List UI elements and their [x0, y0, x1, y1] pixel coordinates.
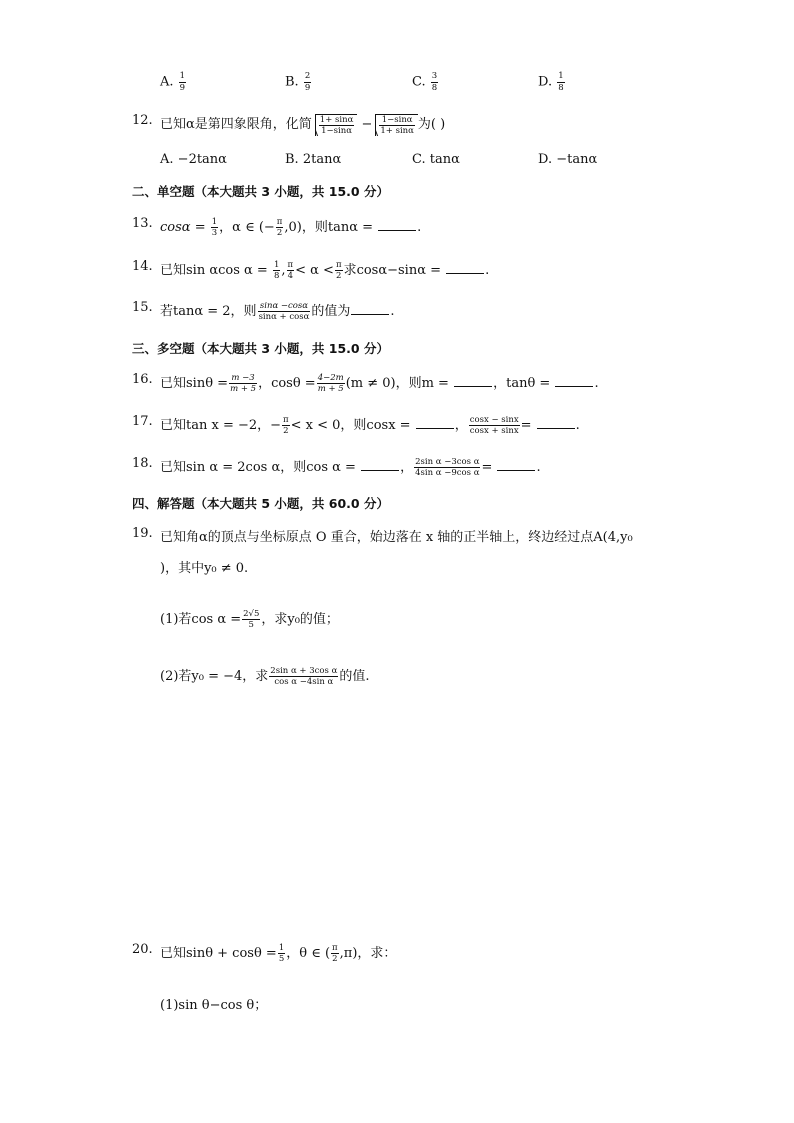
answer-blank-cos[interactable]: [416, 417, 454, 429]
stem-text: ，cosθ =: [258, 376, 316, 391]
stem-text: .: [485, 263, 490, 278]
stem-text: < α <: [295, 263, 334, 278]
sub-text: ，求y₀的值；: [261, 612, 339, 627]
question-stem: [160, 414, 580, 436]
fraction: [414, 458, 480, 478]
sqrt-radical: [375, 114, 418, 136]
option-text: tanα: [429, 152, 460, 167]
numerator: cosx − sinx: [469, 414, 519, 425]
denominator: cosx + sinx: [469, 426, 519, 436]
fraction: [557, 72, 564, 92]
numerator: 2√5: [243, 608, 260, 619]
numerator: m −3: [229, 374, 257, 385]
answer-blank-cos[interactable]: [361, 459, 399, 471]
stem-text: cosα =: [160, 220, 206, 235]
answer-blank[interactable]: [351, 303, 389, 315]
question-stem: [160, 300, 395, 322]
numerator: 1: [273, 259, 280, 270]
denominator: 1+ sinα: [380, 126, 414, 136]
numerator: π: [335, 259, 342, 270]
stem-text: ,π)，求：: [339, 946, 397, 961]
fraction: [258, 302, 311, 322]
fraction: [229, 374, 257, 394]
stem-text: ,: [281, 263, 286, 278]
numerator: π: [276, 216, 283, 227]
question-stem: [160, 372, 599, 394]
fraction: [242, 610, 260, 630]
denominator: m + 5: [317, 384, 344, 394]
stem-text: 为( ): [417, 117, 446, 132]
stem-text: 求cosα−sinα =: [343, 263, 442, 278]
stem-text: ，tanθ =: [493, 376, 551, 391]
sub-text: (2)若y₀ = −4，求: [160, 669, 269, 684]
option-label: B.: [285, 152, 299, 167]
fraction: [211, 218, 218, 238]
option-label: C.: [412, 152, 426, 167]
numerator: 1−sinα: [379, 116, 415, 127]
stem-text: 已知sin α = 2cos α，则cos α =: [160, 460, 356, 475]
numerator: π: [332, 942, 338, 953]
stem-line-1: 已知角α的顶点与坐标原点 O 重合，始边落在 x 轴的正半轴上，终边经过点A(4,y₀: [160, 530, 633, 545]
stem-text: ，: [454, 418, 468, 433]
stem-text: 已知α是第四象限角，化简: [160, 117, 312, 132]
numerator: sinα −cosα: [258, 302, 311, 313]
section-heading-solution: 四、解答题（本大题共 5 小题，共 60.0 分）: [132, 496, 389, 511]
stem-text: ，α ∈ (−: [219, 220, 275, 235]
question-number: 13.: [132, 216, 153, 231]
stem-text: 若tanα = 2，则: [160, 304, 257, 319]
option-label: C.: [412, 74, 426, 90]
denominator: 2: [276, 228, 283, 238]
numerator: 2sin α −3cos α: [415, 456, 480, 467]
fraction: [278, 944, 285, 964]
numerator: 4−2m: [317, 372, 344, 383]
q11-option-d: [538, 72, 566, 92]
fraction: [179, 72, 186, 92]
numerator: 1: [278, 942, 285, 953]
q12-option-a: [160, 152, 227, 167]
denominator: 4sin α −9cos α: [415, 468, 480, 478]
question-number: 19.: [132, 526, 153, 541]
denominator: 5: [248, 620, 254, 630]
question-stem: [160, 216, 421, 238]
fraction: [276, 218, 284, 238]
fraction: [304, 72, 311, 92]
q11-option-b: [285, 72, 312, 92]
numerator: 1+ sinα: [319, 114, 354, 125]
stem-text: 已知sinθ =: [160, 376, 229, 391]
fraction: [319, 116, 355, 136]
question-number: 12.: [132, 113, 153, 128]
question-number: 14.: [132, 259, 153, 274]
sub-text: (1)若cos α =: [160, 612, 242, 627]
q19-subquestion-1: [160, 608, 339, 630]
fraction: [331, 944, 339, 964]
denominator: 8: [431, 82, 438, 93]
denominator: 2: [283, 426, 289, 436]
answer-blank[interactable]: [378, 219, 416, 231]
question-number: 15.: [132, 300, 153, 315]
denominator: 3: [211, 228, 218, 238]
sub-text: 的值.: [339, 669, 370, 684]
numerator: 2: [304, 71, 311, 81]
q20-subquestion-1: (1)sin θ−cos θ；: [160, 998, 268, 1013]
q12-option-b: [285, 152, 341, 167]
q19-subquestion-2: [160, 665, 369, 687]
q11-option-a: [160, 72, 187, 92]
fraction: [431, 72, 438, 92]
answer-blank[interactable]: [446, 262, 484, 274]
stem-text: =: [520, 418, 532, 433]
stem-text: ，θ ∈ (: [286, 946, 331, 961]
fraction: [379, 116, 415, 136]
denominator: sinα + cosα: [258, 312, 310, 322]
stem-text: 已知sinθ + cosθ =: [160, 946, 277, 961]
minus-sign: −: [361, 117, 373, 132]
answer-blank-ratio[interactable]: [497, 459, 535, 471]
stem-text: .: [417, 220, 422, 235]
numerator: π: [283, 414, 289, 425]
option-text: 2tanα: [302, 152, 342, 167]
stem-text: .: [390, 304, 395, 319]
answer-blank-ratio[interactable]: [537, 417, 575, 429]
fraction: [317, 374, 345, 394]
answer-blank-tan[interactable]: [555, 375, 593, 387]
denominator: 1−sinα: [321, 126, 352, 136]
numerator: 1: [179, 71, 186, 81]
denominator: 2: [336, 271, 342, 281]
sqrt-radical: [315, 114, 358, 136]
stem-text: < x < 0，则cosx =: [290, 418, 411, 433]
stem-line-2: )，其中y₀ ≠ 0.: [160, 561, 249, 576]
option-label: D.: [538, 74, 553, 90]
fraction: [287, 261, 295, 281]
stem-text: ，: [400, 460, 414, 475]
stem-text: .: [594, 376, 599, 391]
denominator: 8: [558, 82, 564, 93]
fraction: [269, 667, 338, 687]
fraction: [335, 261, 343, 281]
fraction: [282, 416, 290, 436]
denominator: 9: [179, 82, 186, 93]
question-stem: [160, 942, 396, 964]
q11-option-c: [412, 72, 439, 92]
question-number: 16.: [132, 372, 153, 387]
stem-text: .: [536, 460, 541, 475]
question-number: 17.: [132, 414, 153, 429]
stem-text: ,0)，则tanα =: [284, 220, 374, 235]
question-number: 20.: [132, 942, 153, 957]
question-stem: [160, 113, 445, 136]
denominator: 5: [278, 954, 285, 964]
section-heading-multi-blank: 三、多空题（本大题共 3 小题，共 15.0 分）: [132, 341, 389, 356]
question-number: 18.: [132, 456, 153, 471]
option-label: B.: [285, 74, 299, 90]
q12-option-c: [412, 152, 460, 167]
denominator: 2: [332, 954, 338, 964]
answer-blank-m[interactable]: [454, 375, 492, 387]
fraction: [469, 416, 520, 436]
stem-text: .: [575, 418, 580, 433]
stem-text: =: [481, 460, 493, 475]
stem-text: 已知tan x = −2，−: [160, 418, 282, 433]
denominator: 8: [273, 271, 280, 281]
stem-text: 的值为: [311, 304, 351, 319]
denominator: m + 5: [230, 384, 257, 394]
numerator: 2sin α + 3cos α: [270, 665, 338, 676]
denominator: 4: [287, 271, 294, 281]
option-text: −2tanα: [177, 152, 227, 167]
stem-text: (m ≠ 0)，则m =: [345, 376, 449, 391]
numerator: 1: [558, 71, 564, 81]
question-stem: [160, 259, 489, 281]
denominator: 9: [304, 82, 311, 93]
q12-option-d: [538, 152, 597, 167]
option-label: A.: [160, 152, 174, 167]
question-stem: [160, 456, 541, 478]
numerator: 3: [431, 71, 438, 81]
denominator: cos α −4sin α: [274, 677, 334, 687]
numerator: π: [287, 259, 294, 270]
option-text: −tanα: [556, 152, 598, 167]
option-label: D.: [538, 152, 553, 167]
option-label: A.: [160, 74, 174, 90]
section-heading-single-blank: 二、单空题（本大题共 3 小题，共 15.0 分）: [132, 184, 389, 199]
fraction: [273, 261, 280, 281]
numerator: 1: [211, 216, 218, 227]
stem-text: 已知sin αcos α =: [160, 263, 268, 278]
